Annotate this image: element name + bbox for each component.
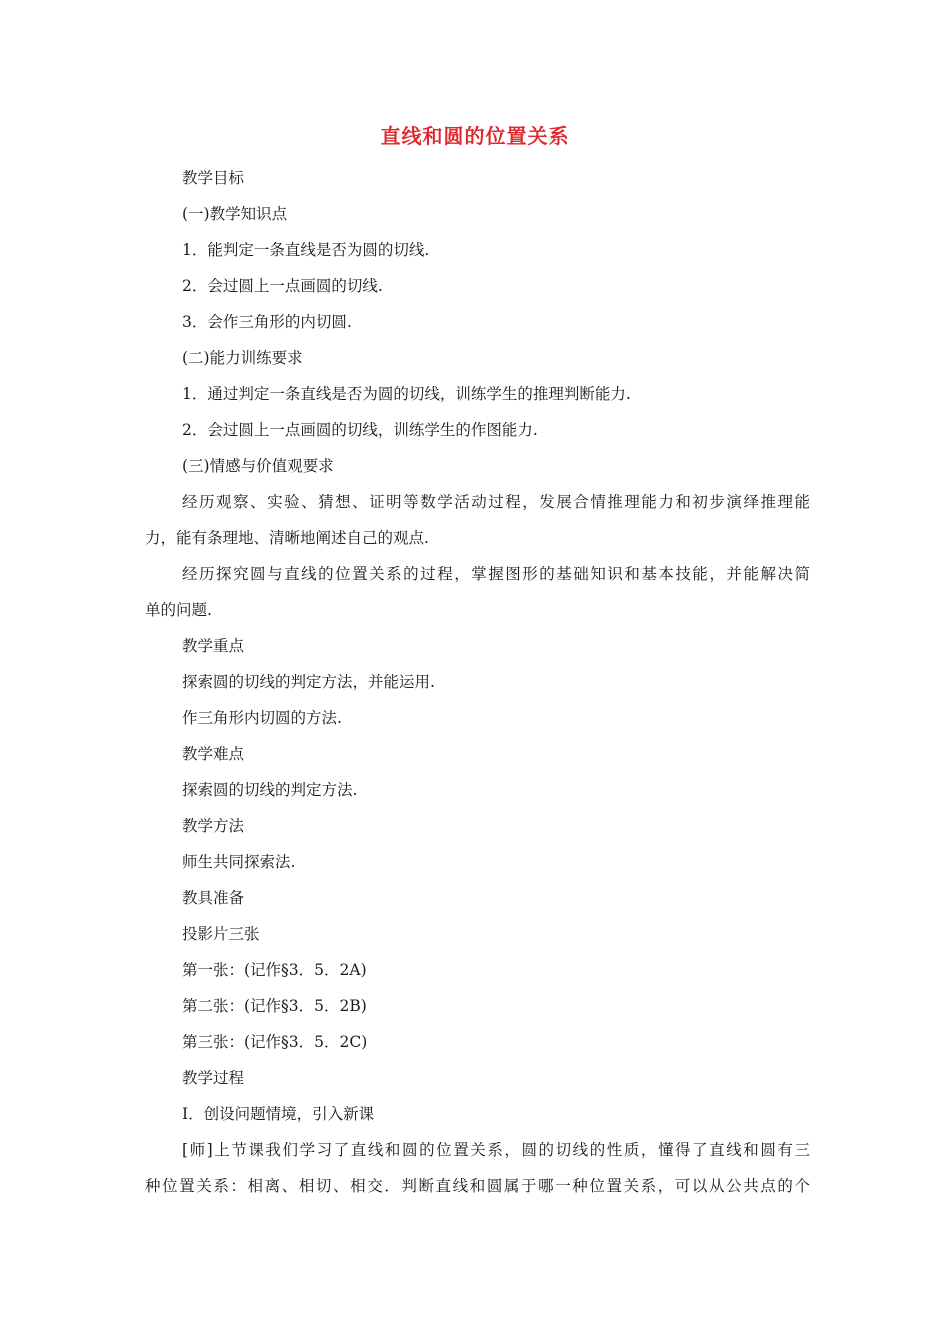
document-title: 直线和圆的位置关系 <box>380 124 570 148</box>
paragraph-line: 探索圆的切线的判定方法. <box>182 781 358 799</box>
paragraph-line: 经历观察、实验、猜想、证明等数学活动过程，发展合情推理能力和初步演绎推理能 <box>182 493 810 511</box>
paragraph-line: 教学重点 <box>182 637 245 655</box>
paragraph-line: (一)教学知识点 <box>182 205 288 223</box>
paragraph-line: 教具准备 <box>182 889 245 907</box>
paragraph-line: 种位置关系：相离、相切、相交．判断直线和圆属于哪一种位置关系，可以从公共点的个 <box>145 1177 810 1195</box>
paragraph-line: 单的问题. <box>145 601 212 619</box>
paragraph-line: 作三角形内切圆的方法. <box>182 709 342 727</box>
paragraph-line: (二)能力训练要求 <box>182 349 303 367</box>
paragraph-line: 师生共同探索法. <box>182 853 296 871</box>
document-body <box>145 160 810 1204</box>
paragraph-line: 教学难点 <box>182 745 245 763</box>
paragraph-line: 教学目标 <box>182 169 245 187</box>
paragraph-line: 经历探究圆与直线的位置关系的过程，掌握图形的基础知识和基本技能，并能解决简 <box>182 565 810 583</box>
paragraph-line: 2．会过圆上一点画圆的切线，训练学生的作图能力. <box>182 421 538 439</box>
paragraph-line: (三)情感与价值观要求 <box>182 457 334 475</box>
paragraph-line: 第一张：(记作§3．5．2A) <box>182 961 367 979</box>
paragraph-line: 1．通过判定一条直线是否为圆的切线，训练学生的推理判断能力. <box>182 385 631 403</box>
paragraph-line: Ⅰ．创设问题情境，引入新课 <box>182 1105 375 1123</box>
paragraph-line: 第三张：(记作§3．5．2C) <box>182 1033 368 1051</box>
paragraph-line: 教学方法 <box>182 817 245 835</box>
paragraph-line: 2．会过圆上一点画圆的切线. <box>182 277 383 295</box>
paragraph-line: 探索圆的切线的判定方法，并能运用. <box>182 673 435 691</box>
paragraph-line: 力，能有条理地、清晰地阐述自己的观点. <box>145 529 429 547</box>
paragraph-line: 投影片三张 <box>182 925 260 943</box>
paragraph-line: [师]上节课我们学习了直线和圆的位置关系，圆的切线的性质，懂得了直线和圆有三 <box>182 1141 810 1159</box>
paragraph-line: 教学过程 <box>182 1069 245 1087</box>
paragraph-line: 第二张：(记作§3．5．2B) <box>182 997 367 1015</box>
paragraph-line: 3．会作三角形的内切圆. <box>182 313 352 331</box>
paragraph-line: 1．能判定一条直线是否为圆的切线. <box>182 241 430 259</box>
